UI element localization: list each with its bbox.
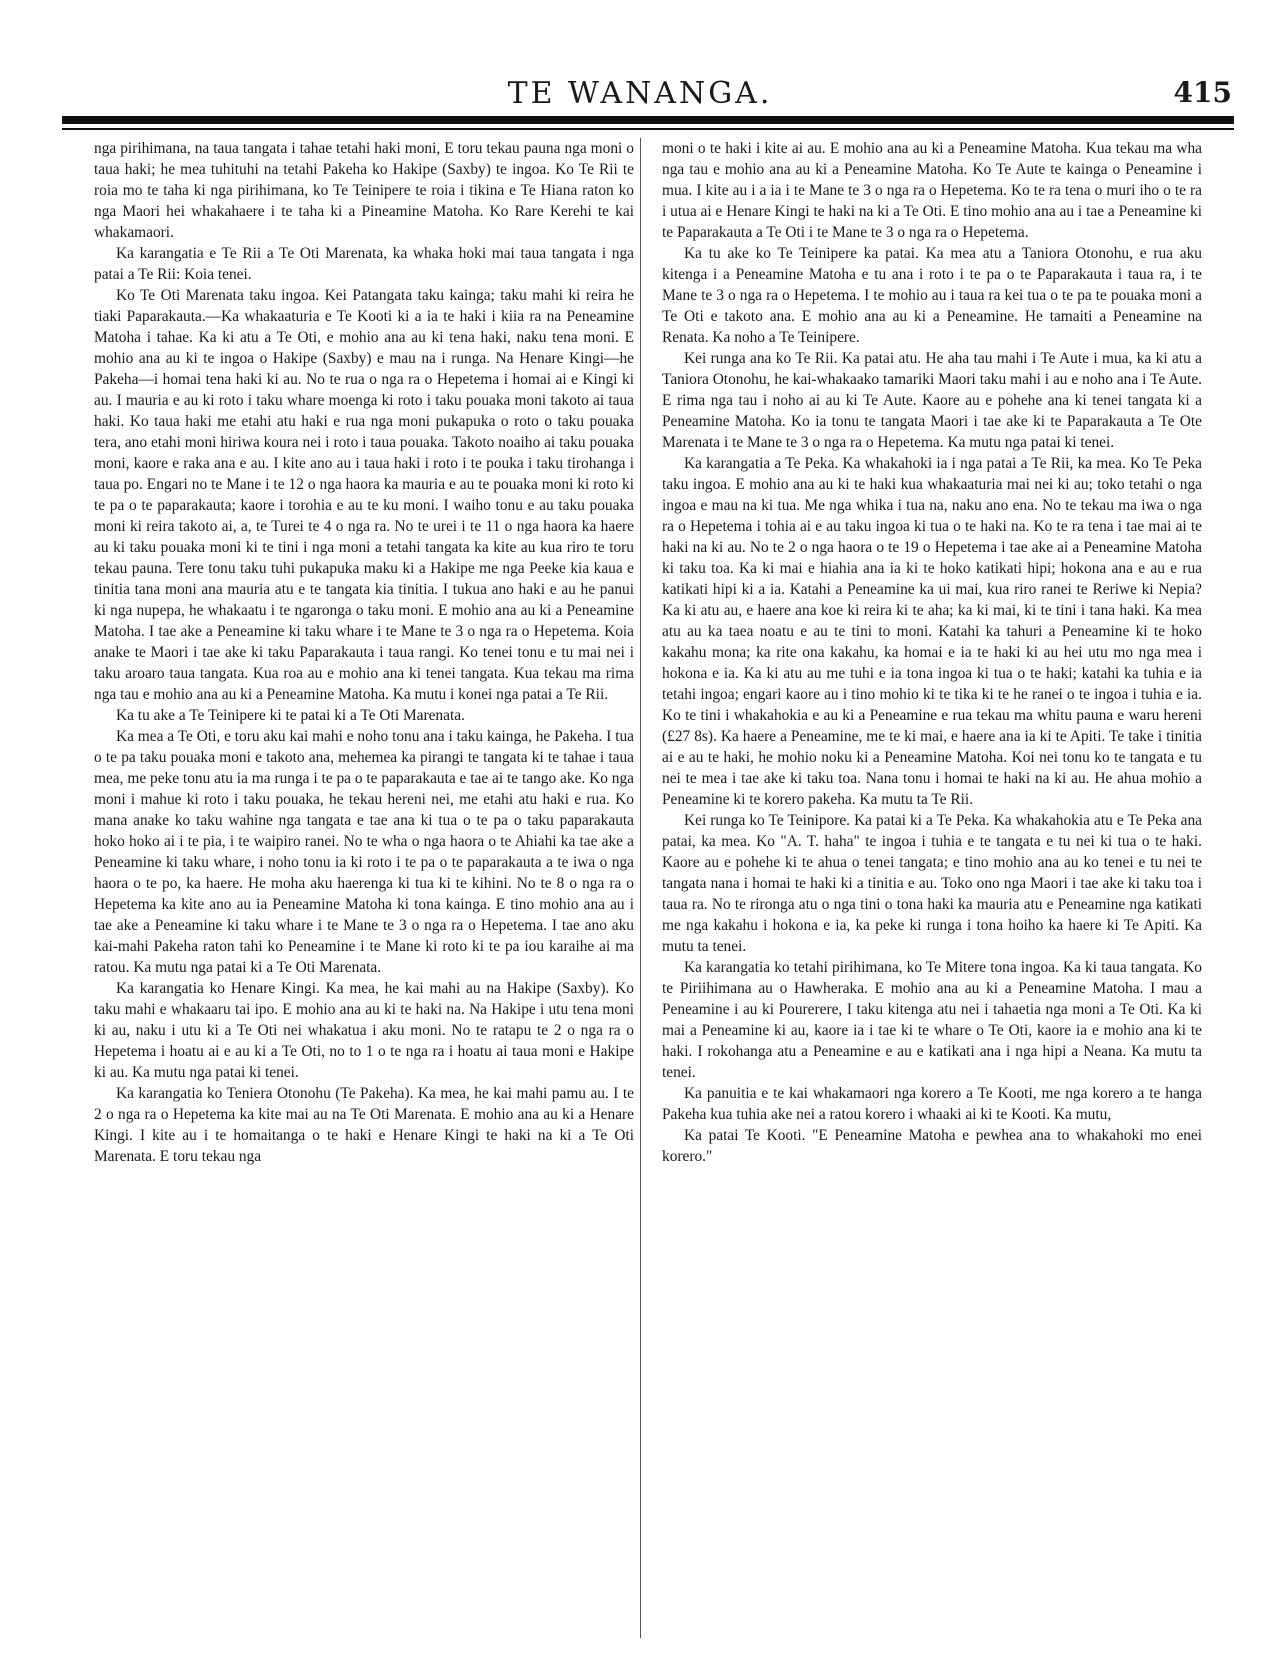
paragraph: nga pirihimana, na taua tangata i tahae tetahi haki moni, E toru tekau pauna nga moni o taua haki; he mea tuhituhi na tetahi Pakeha ko Hakipe (Saxby) te ingoa. Ko Te Rii te roia mo te taha ki nga pirihimana, ko Te Teinipere te roia i tikina e Te Hiana raton ko nga Maori hei whakahaere i te taha ki a Pineamine Matoha. Ko Rare Kerehi te kai whakamaori. [94, 140, 634, 241]
paragraph: Ka mea a Te Oti, e toru aku kai mahi e noho tonu ana i taku kainga, he Pakeha. I tua o te pa taku pouaka moni e takoto ana, mehemea ka pirangi te tangata ki te tahae i taua mea, me peke tonu atu ia ma runga i te pa o te paparakauta e tae ai te tango ake. Ko nga moni i mahue ki roto i taku pouaka, he tekau hereni nei, me etahi atu haki e rua. Ko mana anake ko taku wahine nga tangata e tae ana ki tua o te pa o taku paparakauta hoko hoko ai i te pia, i te waipiro ranei. No te wha o nga haora o te Ahiahi ka tae ake a Peneamine ki taku whare, i noho tonu ia ki roto i te pa o te paparakauta a te iwa o nga haora o te po, ka haere. He moha aku haerenga ki tua ki te kihini. No te 8 o nga ra o Hepetema ka kite ano au ia Peneamine Matoha ki tona kainga. E tino mohio ana au i tae ake a Peneamine ki taku whare i te Mane te 3 o nga ra o Hepetema. I tae ano aku kai-mahi Pakeha raton tahi ko Peneamine i te Mane ki roto ki te pa iou karaihe ai ma ratou. Ka mutu nga patai ki a Te Oti Marenata. [94, 728, 634, 976]
paragraph: Ka karangatia a Te Peka. Ka whakahoki ia i nga patai a Te Rii, ka mea. Ko Te Peka taku ingoa. E mohio ana au ki te haki kua whakaaturia mai nei ki au; toko tetahi o nga ingoa e mau na ki tua. Me nga whika i tua na, naku ano ena. No te tekau ma iwa o nga ra o Hepetema i tohia ai e au taku ingoa ki tua o te haki na. Ko te ra tena i tae mai ai te haki na ki au. No te 2 o nga haora o te 19 o Hepetema i tae ake ai a Peneamine Matoha ki taku toa. Ka ki mai e hiahia ana ia ki te hoko katikati hipi; hokona ana e au e rua katikati hipi ki a ia. Katahi a Peneamine ka ui mai, kua riro ranei te Reriwe ki Nepia? Ka ki atu au, e haere ana koe ki reira ki te aha; ka ki mai, ki te tini i tana haki. Ka mea atu au ka taea noatu e au te tini to moni. Katahi ka tahuri a Peneamine ki te hoko kakahu mona; ka rite ona kakahu, ka homai e ia te haki ki au hei utu mo nga mea i hokona e ia. Ka ki atu au me tuhi e ia tona ingoa ki tua o te haki; katahi ka tuhia e ia tetahi ingoa; engari kaore au i tino mohio ki te tika ki te he ranei o te ingoa i tuhia e ia. Ko te tini i whakahokia e au ki a Peneamine e rua tekau ma whitu pauna e waru hereni (£27 8s). Ka haere a Peneamine, me te ki mai, e haere ana ia ki te Apiti. Te take i tinitia ai e au te haki, he mohio noku ki a Peneamine Matoha. Koi nei tonu ko te tangata e tu nei te mea i tae ake ki taku toa. Nana tonu i homai te haki na ki au. He ahua mohio a Peneamine ki te korero pakeha. Ka mutu ta Te Rii. [662, 455, 1202, 808]
page-number: 415 [1173, 76, 1232, 109]
left-column [94, 138, 634, 1638]
paragraph: Ka tu ake ko Te Teinipere ka patai. Ka mea atu a Taniora Otonohu, e rua aku kitenga i a Peneamine Matoha e tu ana i roto i te pa o te Paparakauta i taua ra, i te Mane te 3 o nga ra o Hepetema. I te mohio au i taua ra kei tua o te pa te pouaka moni a Te Oti e takoto ana. E mohio ana au ki a Peneamine. He tamaiti a Peneamine na Renata. Ka noho a Te Teinipere. [662, 245, 1202, 346]
newspaper-title: TE WANANGA. [507, 76, 773, 111]
right-column [662, 138, 1202, 1638]
page-header [0, 76, 1280, 116]
paragraph: Ka karangatia ko Henare Kingi. Ka mea, he kai mahi au na Hakipe (Saxby). Ko taku mahi e whakaaru tai ipo. E mohio ana au ki te haki na. Na Hakipe i utu tena moni ki au, naku i utu ki a Te Oti nei whakatua i aku moni. No te ratapu te 2 o nga ra o Hepetema i hoatu ai e au ki a Te Oti, no to 1 o te nga ra i hoatu ai taua moni e Hakipe ki au. Ka mutu nga patai ki tenei. [94, 980, 634, 1081]
paragraph: Ka tu ake a Te Teinipere ki te patai ki a Te Oti Marenata. [116, 707, 465, 724]
paragraph: Ka patai Te Kooti. "E Peneamine Matoha e pewhea ana to whakahoki mo enei korero." [662, 1127, 1202, 1165]
paragraph: Ka karangatia ko Teniera Otonohu (Te Pakeha). Ka mea, he kai mahi pamu au. I te 2 o nga ra o Hepetema ka kite mai au na Te Oti Marenata. E mohio ana au ki a Henare Kingi. I kite au i te homaitanga o te haki e Henare Kingi te haki na ki a Te Oti Marenata. E toru tekau nga [94, 1085, 634, 1165]
paragraph: Ka karangatia e Te Rii a Te Oti Marenata, ka whaka hoki mai taua tangata i nga patai a Te Rii: Koia tenei. [94, 245, 634, 283]
paragraph: Ka panuitia e te kai whakamaori nga korero a Te Kooti, me nga korero a te hanga Pakeha kua tuhia ake nei a ratou korero i whaaki ai ki te Kooti. Ka mutu, [662, 1085, 1202, 1123]
header-rule-thin [62, 128, 1234, 130]
paragraph: Ka karangatia ko tetahi pirihimana, ko Te Mitere tona ingoa. Ka ki taua tangata. Ko te Piriihimana au o Hawheraka. E mohio ana au ki a Peneamine Matoha. I mau a Peneamine i au ki Pourerere, I taku kitenga atu nei i tahaetia nga moni a Te Oti. Ka ki mai a Peneamine ki au, kaore ia i tae ki te whare o Te Oti, kaore ia e mohio ana ki te haki. I rokohanga atu a Peneamine e au e katikati ana i nga hipi a Neana. Ka mutu ta tenei. [662, 959, 1202, 1081]
column-divider [640, 138, 641, 1638]
header-rule-thick [62, 116, 1234, 124]
paragraph: Kei runga ana ko Te Rii. Ka patai atu. He aha tau mahi i Te Aute i mua, ka ki atu a Taniora Otonohu, he kai-whakaako tamariki Maori taku mahi i au e noho ana i Te Aute. E rima nga tau i noho ai au ki Te Aute. Kaore au e pohehe ana ki tenei tangata ki a Peneamine Matoha. Ko ia tonu te tangata Maori i tae ake ki te Paparakauta a Te Ote Marenata i te Mane te 3 o nga ra o Hepetema. Ka mutu nga patai ki tenei. [662, 350, 1202, 451]
paragraph: moni o te haki i kite ai au. E mohio ana au ki a Peneamine Matoha. Kua tekau ma wha nga tau e mohio ana au ki a Peneamine Matoha. Ko Te Aute te kainga o Peneamine i mua. I kite au i a ia i te Mane te 3 o nga ra o Hepetema. Ko te ra tena o muri iho o te ra i utua ai e Henare Kingi te haki na ki a Te Oti. E tino mohio ana au i tae a Peneamine ki te Paparakauta a Te Oti i te Mane te 3 o nga ra o Hepetema. [662, 140, 1202, 241]
paragraph: Ko Te Oti Marenata taku ingoa. Kei Patangata taku kainga; taku mahi ki reira he tiaki Paparakauta.—Ka whakaaturia e Te Kooti ki a ia te haki i kiia ra na Peneamine Matoha i tahae. Ka ki atu a Te Oti, e mohio ana au ki tena haki, naku tena moni. E mohio ana au ki te ingoa o Hakipe (Saxby) e mau na i runga. Na Henare Kingi—he Pakeha—i homai tena haki ki au. No te rua o nga ra o Hepetema i homai ai e Kingi ki au. I mauria e au ki roto i taku whare moenga ki roto i taku pouaka moni takoto ai taua haki. Ko taua haki me etahi atu haki e rua nga moni pukapuka o roto o taku pouaka tera, ano etahi moni hiriwa koura nei i roto i taua pouaka. Takoto noaiho ai taku pouaka moni, kaore e raka ana e au. I kite ano au i taua haki i roto i te pouka i taku tirohanga i taua po. Engari no te Mane i te 12 o nga haora ka mauria e au te pouaka moni ki roto ki te pa o te paparakauta; kaore i torohia e au te ku moni. I waiho tonu e au taku pouaka moni ki reira takoto ai, a, te Turei te 4 o nga ra. No te urei i te 11 o nga haora ka haere au ki taku pouaka moni ki te tini i nga moni a tetahi tangata ka kite au kua riro te toru tekau pauna. Tere tonu taku tuhi pukapuka maku ki a Hakipe me nga Peeke kia kaua e tinitia tana moni ana mauria atu e te tangata kia tinitia. I tukua ano haki e au he panui ki nga nupepa, he whakaatu i te ngaronga o taku moni. E mohio ana au ki a Peneamine Matoha. I tae ake a Peneamine ki taku whare i te Mane te 3 o nga ra o Hepetema. Koia anake te Maori i tae ake ki taku Paparakauta i taua rangi. Ko tenei tonu e tu mai nei i taku aroaro taua tangata. Kua roa au e mohio ana ki tenei tangata. Kua tekau ma rima nga tau e mohio ana au ki a Peneamine Matoha. Ka mutu i konei nga patai a Te Rii. [94, 287, 634, 703]
paragraph: Kei runga ko Te Teinipore. Ka patai ki a Te Peka. Ka whakahokia atu e Te Peka ana patai, ka mea. Ko "A. T. haha" te ingoa i tuhia e te tangata e tu nei ki tua o te haki. Kaore au e pohehe ki te ahua o tenei tangata; e tino mohio ana au ko tenei e tu nei te tangata nana i homai te haki ki a tinitia e au. Toko ono nga Maori i tae ake ki taku toa i taua ra. No te rironga atu o nga tini o tona haki ka mauria atu e Peneamine nga katikati me nga kakahu i hokona e ia, ka peke ki runga i tona hoiho ka haere ki Te Apiti. Ka mutu ta tenei. [662, 812, 1202, 955]
